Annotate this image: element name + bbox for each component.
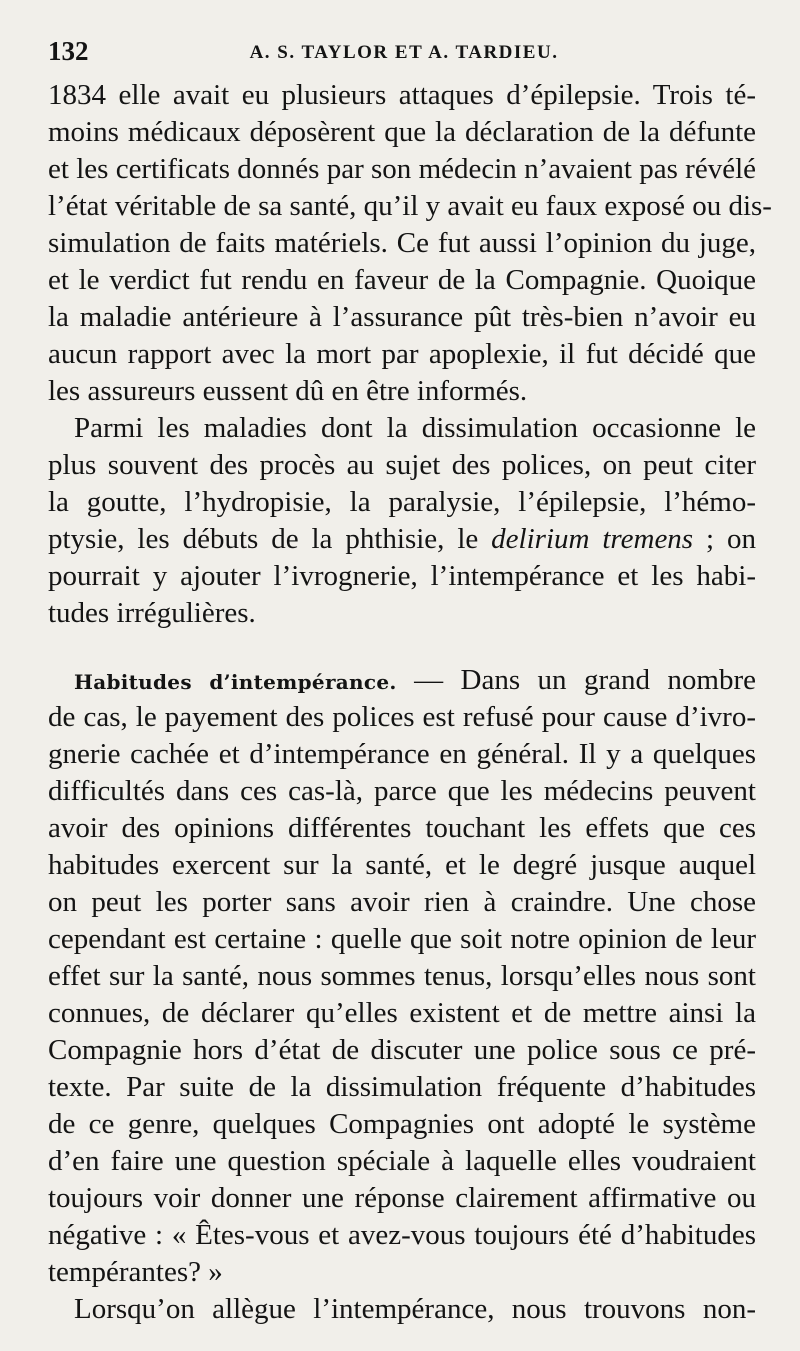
text-segment: — Dans un grand nombre xyxy=(396,664,756,696)
text-line: plus souvent des procès au sujet des polices, on peut citer xyxy=(48,449,756,481)
text-line: connues, de déclarer qu’elles existent et de mettre ainsi la xyxy=(48,997,756,1029)
page-header xyxy=(48,30,760,70)
text-line: la goutte, l’hydropisie, la paralysie, l’épilepsie, l’hémo- xyxy=(48,486,756,518)
text-segment: ; on xyxy=(693,523,756,555)
text-line: d’en faire une question spéciale à laquelle elles voudraient xyxy=(48,1145,756,1177)
text-line: habitudes exercent sur la santé, et le degré jusque auquel xyxy=(48,849,756,881)
text-line: Parmi les maladies dont la dissimulation occasionne le xyxy=(74,412,756,444)
running-head: A. S. TAYLOR ET A. TARDIEU. xyxy=(249,42,559,63)
page-number: 132 xyxy=(48,36,89,66)
text-line: négative : « Êtes-vous et avez-vous toujours été d’habitudes xyxy=(48,1219,756,1251)
text-line: de ce genre, quelques Compagnies ont adopté le système xyxy=(48,1108,756,1140)
text-segment: ptysie, les débuts de la phthisie, le xyxy=(48,523,492,555)
text-line: de cas, le payement des polices est refusé pour cause d’ivro- xyxy=(48,701,756,733)
text-line: pourrait y ajouter l’ivrognerie, l’intempérance et les habi- xyxy=(48,560,756,592)
text-line: cependant est certaine : quelle que soit notre opinion de leur xyxy=(48,923,756,955)
text-line: et le verdict fut rendu en faveur de la Compagnie. Quoique xyxy=(48,264,756,296)
text-line: la maladie antérieure à l’assurance pût très-bien n’avoir eu xyxy=(48,301,756,333)
text-line: moins médicaux déposèrent que la déclaration de la défunte xyxy=(48,116,756,148)
text-line: tudes irrégulières. xyxy=(48,597,256,629)
text-line: aucun rapport avec la mort par apoplexie, il fut décidé que xyxy=(48,338,756,370)
text-line: Compagnie hors d’état de discuter une police sous ce pré- xyxy=(48,1034,756,1066)
text-line: Lorsqu’on allègue l’intempérance, nous trouvons non- xyxy=(74,1293,756,1325)
text-line: toujours voir donner une réponse clairement affirmative ou xyxy=(48,1182,756,1214)
text-line xyxy=(48,520,756,558)
text-line: simulation de faits matériels. Ce fut aussi l’opinion du juge, xyxy=(48,227,756,259)
text-line: tempérantes? » xyxy=(48,1256,223,1288)
section-first-line xyxy=(74,661,756,699)
italic-term: delirium tremens xyxy=(491,523,694,555)
text-line: effet sur la santé, nous sommes tenus, lorsqu’elles nous sont xyxy=(48,960,756,992)
text-line: l’état véritable de sa santé, qu’il y avait eu faux exposé ou dis- xyxy=(48,190,772,222)
text-line: gnerie cachée et d’intempérance en général. Il y a quelques xyxy=(48,738,756,770)
text-line: difficultés dans ces cas-là, parce que les médecins peuvent xyxy=(48,775,756,807)
text-line: texte. Par suite de la dissimulation fréquente d’habitudes xyxy=(48,1071,756,1103)
text-line: on peut les porter sans avoir rien à craindre. Une chose xyxy=(48,886,756,918)
text-line: 1834 elle avait eu plusieurs attaques d’épilepsie. Trois té- xyxy=(48,79,756,111)
text-line: avoir des opinions différentes touchant les effets que ces xyxy=(48,812,756,844)
section-heading: Habitudes d’intempérance. xyxy=(74,670,397,694)
text-line: les assureurs eussent dû en être informés. xyxy=(48,375,528,407)
text-line: et les certificats donnés par son médecin n’avaient pas révélé xyxy=(48,153,756,185)
